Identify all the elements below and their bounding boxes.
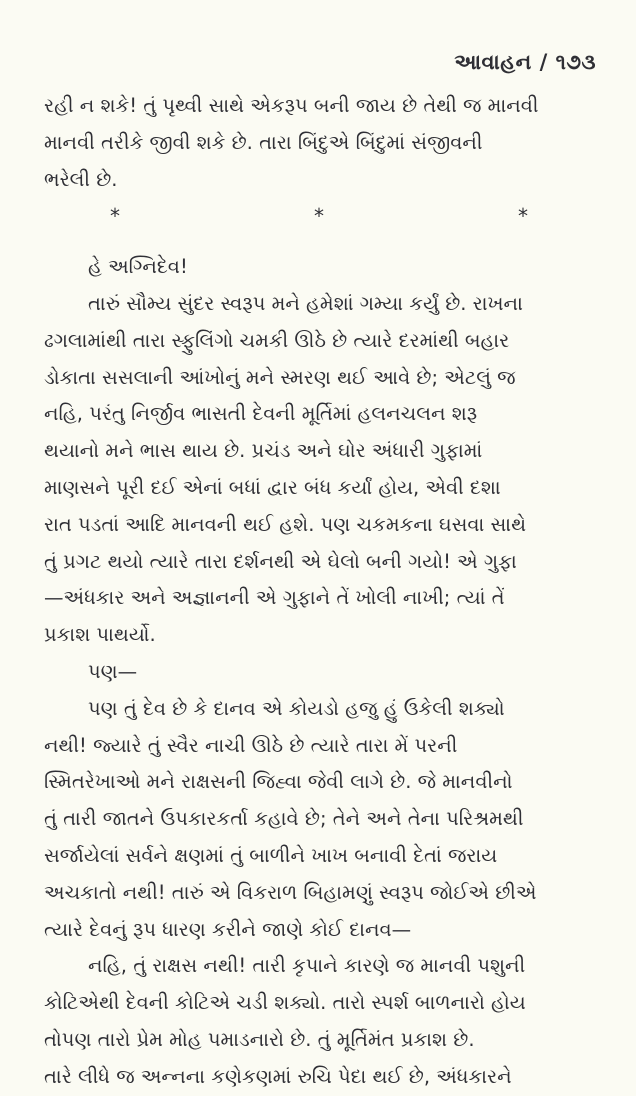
separator-star: * — [314, 204, 324, 229]
text-line: તોપણ તારો પ્રેમ મોહ પમાડનારો છે. તું મૂર્તિમંત પ્રકાશ છે. — [44, 1027, 475, 1051]
text-line: નથી! જ્યારે તું સ્વૈર નાચી ઊઠે છે ત્યારે તારા મેં પરની — [44, 733, 458, 757]
text-line: થયાનો મને ભાસ થાય છે. પ્રચંડ અને ઘોર અંધારી ગુફામાં — [44, 439, 483, 463]
salutation: હે અગ્નિદેવ! — [88, 255, 188, 279]
paragraph-2 — [44, 286, 600, 654]
page-body — [44, 88, 600, 1096]
text-line: રાત પડતાં આદિ માનવની થઈ હશે. પણ ચકમકના ઘસવા સાથે — [44, 512, 527, 536]
text-line: ભરેલી છે. — [44, 167, 118, 191]
but-line: પણ— — [88, 659, 138, 683]
text-line: તું પ્રગટ થયો ત્યારે તારા દર્શનથી એ ઘેલો બની ગયો! એ ગુફા — [44, 549, 517, 573]
text-line: પણ તું દેવ છે કે દાનવ એ કોયડો હજુ હું ઉકેલી શક્યો — [88, 696, 505, 720]
paragraph-4 — [44, 948, 600, 1095]
section-separator — [44, 198, 600, 235]
text-line: તું તારી જાતને ઉપકારકર્તા કહાવે છે; તેને અને તેના પરિશ્રમથી — [44, 807, 524, 831]
text-line: નહિ, તું રાક્ષસ નથી! તારી કૃપાને કારણે જ માનવી પશુની — [88, 954, 526, 978]
text-line: રહી ન શકે! તું પૃથ્વી સાથે એકરૂપ બની જાય છે તેથી જ માનવી — [44, 94, 539, 117]
paragraph-1 — [44, 88, 600, 198]
text-line: ડોકાતા સસલાની આંખોનું મને સ્મરણ થઈ આવે છે; એટલું જ — [44, 365, 516, 389]
text-line: ત્યારે દેવનું રૂપ ધારણ કરીને જાણે કોઈ દાનવ— — [44, 917, 412, 941]
text-line: તારે લીધે જ અન્નના કણેકણમાં રુચિ પેદા થઈ છે, અંધકારને — [44, 1064, 512, 1088]
text-line: સર્જાયેલાં સર્વને ક્ષણમાં તું બાળીને ખાખ બનાવી દેતાં જરાય — [44, 843, 498, 867]
text-line: ઢગલામાંથી તારા સ્ફુલિંગો ચમકી ઊઠે છે ત્યારે દરમાંથી બહાર — [44, 328, 510, 352]
text-line: સ્મિતરેખાઓ મને રાક્ષસની જિહ્વા જેવી લાગે છે. જે માનવીનો — [44, 770, 513, 794]
text-line: અચકાતો નથી! તારું એ વિકરાળ બિહામણું સ્વરૂપ જોઈએ છીએ — [44, 880, 537, 904]
separator-star: * — [518, 204, 528, 229]
spacer — [44, 235, 600, 249]
text-line: પ્રકાશ પાથર્યો. — [44, 623, 156, 647]
text-line: માણસને પૂરી દઈ એનાં બધાં દ્વાર બંધ કર્યાં હોય, એવી દશા — [44, 475, 501, 499]
paragraph-3 — [44, 691, 600, 949]
separator-star: * — [110, 204, 120, 229]
text-line: નહિ, પરંતુ નિર્જીવ ભાસતી દેવની મૂર્તિમાં હલનચલન શરૂ — [44, 402, 478, 426]
running-header: આવાહન / ૧૭૩ — [454, 50, 596, 74]
text-line: માનવી તરીકે જીવી શકે છે. તારા બિંદુએ બિંદુમાં સંજીવની — [44, 130, 483, 154]
text-line: —અંધકાર અને અજ્ઞાનની એ ગુફાને તેં ખોલી નાખી; ત્યાં તેં — [44, 586, 505, 610]
text-line: કોટિએથી દેવની કોટિએ ચડી શક્યો. તારો સ્પર્શ બાળનારો હોય — [44, 991, 526, 1015]
text-line: તારું સૌમ્ય સુંદર સ્વરૂપ મને હમેશાં ગમ્યા કર્યું છે. રાખના — [88, 291, 523, 315]
